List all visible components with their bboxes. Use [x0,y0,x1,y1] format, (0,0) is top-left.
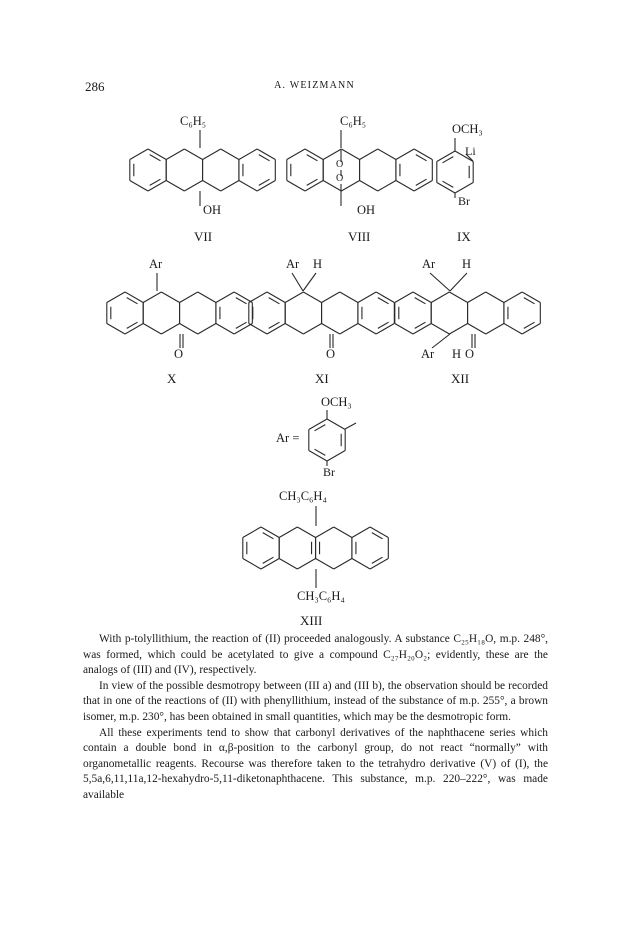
ring-bond [161,292,179,303]
ring-bond [257,181,275,192]
substituent-bond [432,334,450,348]
viii-bridge-o2: O [336,173,344,184]
ring-bond [322,324,340,335]
x-label: X [167,371,177,386]
vii-bottom-substituent: OH [203,203,222,217]
ring-bond [413,292,431,303]
ring-bond [166,149,184,160]
xi-top-left-substituent: Ar [286,257,300,271]
ring-bond [216,292,234,303]
xii-bottom-left-substituent: Ar [421,347,435,361]
ring-bond [130,181,148,192]
ar-definition-lhs: Ar = [276,431,300,445]
ring-bond [305,149,323,160]
ring-bond [216,324,234,335]
ring-bond [360,149,378,160]
ring-bond [148,149,166,160]
ring-bond [107,324,125,335]
ring-bond [279,559,297,570]
ring-bond [504,292,522,303]
ring-bond [161,324,179,335]
xii-bottom-right-substituent: O [465,347,475,361]
ring-bond [341,149,359,160]
ring-bond [198,292,216,303]
ring-bond [323,149,341,160]
ar-definition-bottom-substituent: Br [323,465,335,479]
ring-bond [413,324,431,335]
ring-bond [414,181,432,192]
ring-bond [125,324,143,335]
ring-bond [455,183,473,194]
ring-bond [203,181,221,192]
ring-bond [279,527,297,538]
substituent-bond [345,423,356,429]
ring-bond [395,292,413,303]
ring-bond [221,149,239,160]
ring-bond [468,292,486,303]
ring-bond [376,324,394,335]
body-text [83,632,548,804]
ring-bond [316,559,334,570]
ring-bond [449,324,467,335]
ring-bond [396,149,414,160]
ar-definition-top-substituent: OCH₃ [321,395,352,409]
ring-bond [378,149,396,160]
ring-bond [437,151,455,162]
ring-bond [239,181,257,192]
ring-bond [437,183,455,194]
ring-bond [257,149,275,160]
ring-bond [234,324,252,335]
ring-bond [297,559,315,570]
xi-bottom-substituent: O [326,347,336,361]
running-header: A. WEIZMANN [274,80,355,91]
ring-bond [504,324,522,335]
xii-bottom-mid-substituent: H [452,347,462,361]
ring-bond [522,324,540,335]
ring-bond [239,149,257,160]
ring-bond [285,292,303,303]
ring-bond [309,419,327,430]
ring-bond [449,292,467,303]
ix-top-substituent: OCH₃ [452,122,483,136]
ring-bond [166,181,184,192]
ring-bond [322,292,340,303]
ring-bond [184,181,202,192]
ring-bond [395,324,413,335]
ring-bond [414,149,432,160]
ring-bond [370,559,388,570]
ring-bond [352,527,370,538]
ring-bond [180,324,198,335]
ring-bond [249,292,267,303]
paragraph-2: In view of the possible desmotropy between (III a) and (III b), the observation should be recorded that in one of the reactions of (II) with phenyllithium, instead of the substance of m.p. 255°, a brown isomer, m.p. 230°, has been obtained in small quantities, which may be the desmotropic form. [83,679,548,723]
ring-bond [107,292,125,303]
ring-bond [287,149,305,160]
ring-bond [358,292,376,303]
ring-bond [148,181,166,192]
ring-bond [431,292,449,303]
substituent-bond [430,273,450,291]
x-bottom-substituent: O [174,347,184,361]
ring-bond [125,292,143,303]
ring-bond [305,181,323,192]
ring-bond [378,181,396,192]
ring-bond [327,451,345,462]
ring-bond [203,149,221,160]
ring-bond [180,292,198,303]
vii-top-substituent: C₆H₅ [180,114,207,128]
page-number: 286 [85,79,105,94]
ring-bond [376,292,394,303]
ix-bottom-substituent: Br [458,194,470,208]
ix-side-substituent: Li [465,144,476,158]
ring-bond [370,527,388,538]
ring-bond [303,324,321,335]
ring-bond [221,181,239,192]
ring-bond [358,324,376,335]
x-top-substituent: Ar [149,257,163,271]
ring-bond [340,324,358,335]
ring-bond [468,324,486,335]
ring-bond [261,559,279,570]
ring-bond [522,292,540,303]
ring-bond [309,451,327,462]
xiii-label: XIII [300,613,323,628]
ring-bond [184,149,202,160]
substituent-bond [450,273,467,291]
ix-label: IX [457,229,471,244]
ring-bond [198,324,216,335]
ring-bond [143,324,161,335]
ring-bond [360,181,378,192]
ring-bond [243,527,261,538]
ring-bond [396,181,414,192]
ring-bond [130,149,148,160]
ring-bond [334,559,352,570]
substituent-bond [303,273,316,291]
xii-top-left-substituent: Ar [422,257,436,271]
ring-bond [352,559,370,570]
viii-bridge-o1: O [336,159,344,170]
ring-bond [267,292,285,303]
ring-bond [431,324,449,335]
xiii-bottom-substituent: CH₃C₆H₄ [297,589,345,603]
xii-label: XII [451,371,470,386]
ring-bond [243,559,261,570]
ring-bond [297,527,315,538]
xi-label: XI [315,371,329,386]
ring-bond [486,292,504,303]
viii-bottom-substituent: OH [357,203,376,217]
viii-label: VIII [348,229,371,244]
xii-top-right-substituent: H [462,257,472,271]
ring-bond [303,292,321,303]
xiii-top-substituent: CH₃C₆H₄ [279,489,327,503]
ring-bond [316,527,334,538]
ring-bond [234,292,252,303]
substituent-bond [292,273,303,291]
paragraph-1: With p-tolyllithium, the reaction of (II) proceeded analogously. A substance C₂₅H₁₈O, m.p. 248°, was formed, which could be acetylated to give a compound C₂₇H₂₀O₂; evidently, these are the analogs of (III) and (IV), respectively. [83,633,548,677]
xi-top-right-substituent: H [313,257,323,271]
ring-bond [267,324,285,335]
ring-bond [285,324,303,335]
ring-bond [261,527,279,538]
vii-label: VII [194,229,213,244]
paragraph-3: All these experiments tend to show that carbonyl derivatives of the naphthacene series which contain a double bond in α,β-position to the carbonyl group, do not react “normally” with organometallic reagents. Recourse was therefore taken to the tetrahydro derivative (V) of (I), the 5,5a,6,11,11a,12-hexahydro-5,11-diketonaphthacene. This substance, m.p. 220–222°, was made available [83,726,548,801]
ring-bond [143,292,161,303]
ring-bond [327,419,345,430]
ring-bond [249,324,267,335]
viii-top-substituent: C₆H₅ [340,114,367,128]
ring-bond [340,292,358,303]
ring-bond [334,527,352,538]
ring-bond [341,181,359,192]
ring-bond [287,181,305,192]
ring-bond [486,324,504,335]
